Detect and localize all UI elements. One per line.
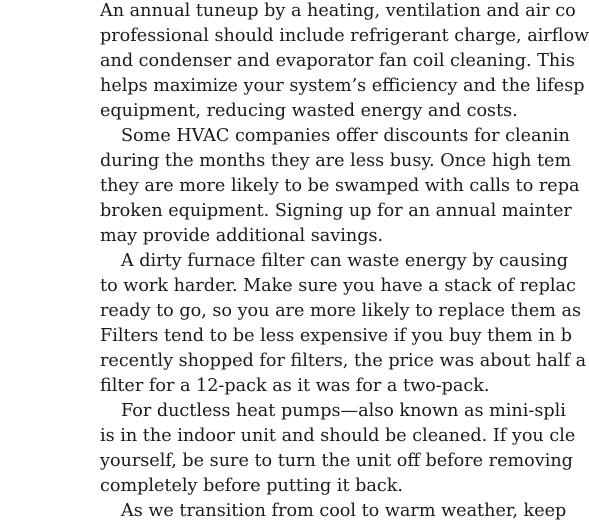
text-line: helps maximize your system’s efficiency and the lifesp bbox=[100, 76, 585, 96]
text-line: ready to go, so you are more likely to replace them as bbox=[100, 301, 582, 321]
paragraph-first-line: Some HVAC companies offer discounts for cleanin bbox=[121, 126, 570, 146]
text-line: recently shopped for filters, the price was about half a bbox=[100, 351, 587, 371]
text-line: equipment, reducing wasted energy and costs. bbox=[100, 101, 518, 121]
text-line: is in the indoor unit and should be cleaned. If you cle bbox=[100, 426, 576, 446]
paragraph-first-line: A dirty furnace filter can waste energy by causing bbox=[121, 251, 568, 271]
article-body bbox=[100, 0, 589, 521]
text-line: Filters tend to be less expensive if you buy them in b bbox=[100, 326, 573, 346]
text-line: they are more likely to be swamped with calls to repa bbox=[100, 176, 580, 196]
text-line: professional should include refrigerant charge, airflow bbox=[100, 26, 589, 46]
paragraph-first-line: As we transition from cool to warm weather, keep bbox=[121, 501, 567, 521]
paragraph-first-line: For ductless heat pumps—also known as mini-spli bbox=[121, 401, 566, 421]
text-line: may provide additional savings. bbox=[100, 226, 384, 246]
text-line: completely before putting it back. bbox=[100, 476, 403, 496]
text-line: to work harder. Make sure you have a stack of replac bbox=[100, 276, 576, 296]
text-line: broken equipment. Signing up for an annual mainter bbox=[100, 201, 572, 221]
text-line: and condenser and evaporator fan coil cleaning. This bbox=[100, 51, 575, 71]
text-line: during the months they are less busy. Once high tem bbox=[100, 151, 572, 171]
text-line: yourself, be sure to turn the unit off before removing bbox=[100, 451, 573, 471]
text-line: filter for a 12-pack as it was for a two-pack. bbox=[100, 376, 490, 396]
text-line: An annual tuneup by a heating, ventilation and air co bbox=[100, 1, 576, 21]
